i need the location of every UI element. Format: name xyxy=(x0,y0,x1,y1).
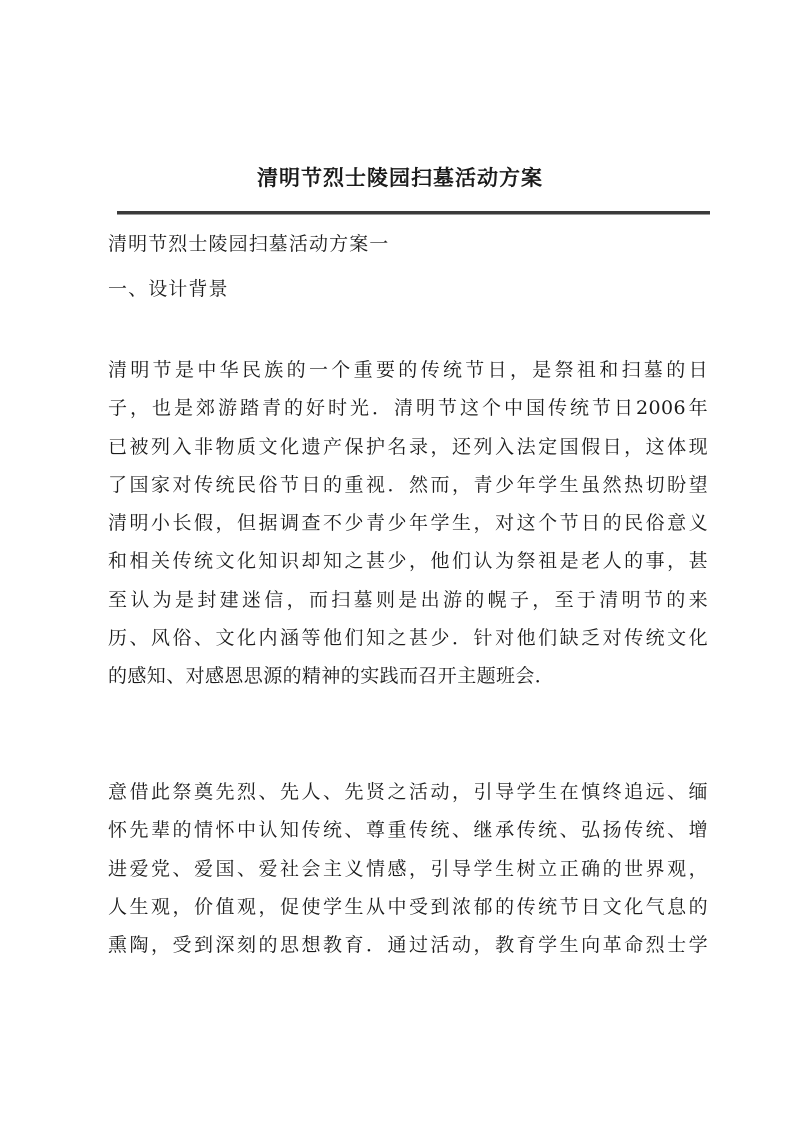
paragraph-line: 人生观，价值观，促使学生从中受到浓郁的传统节日文化气息的 xyxy=(108,895,708,918)
paragraph-line: 至认为是封建迷信，而扫墓则是出游的幌子，至于清明节的来 xyxy=(108,588,708,611)
document-heading: 清明节烈士陵园扫墓活动方案一 xyxy=(108,233,390,255)
paragraph-line: 清明节是中华民族的一个重要的传统节日，是祭祖和扫墓的日 xyxy=(108,359,708,381)
paragraph-line: 熏陶，受到深刻的思想教育．通过活动，教育学生向革命烈士学 xyxy=(108,934,708,957)
paragraph-line: 怀先辈的情怀中认知传统、尊重传统、继承传统、弘扬传统、增 xyxy=(108,819,708,842)
page-title: 清明节烈士陵园扫墓活动方案 xyxy=(257,165,543,190)
paragraph-line: 了国家对传统民俗节日的重视．然而，青少年学生虽然热切盼望 xyxy=(108,473,708,496)
paragraph-line: 清明小长假，但据调查不少青少年学生，对这个节日的民俗意义 xyxy=(108,512,708,535)
paragraph-line: 进爱党、爱国、爱社会主义情感，引导学生树立正确的世界观， xyxy=(108,857,708,880)
paragraph-line: 的感知、对感恩思源的精神的实践而召开主题班会． xyxy=(108,665,555,688)
section-heading: 一、设计背景 xyxy=(108,278,229,300)
paragraph-1 xyxy=(108,351,708,696)
paragraph-line: 已被列入非物质文化遗产保护名录，还列入法定国假日，这体现 xyxy=(108,435,708,458)
paragraph-line: 历、风俗、文化内涵等他们知之甚少．针对他们缺乏对传统文化 xyxy=(108,627,708,650)
title-divider xyxy=(117,211,710,215)
paragraph-line: 意借此祭奠先烈、先人、先贤之活动，引导学生在慎终追远、缅 xyxy=(108,781,708,803)
paragraph-2 xyxy=(108,773,708,964)
paragraph-line: 子，也是郊游踏青的好时光．清明节这个中国传统节日2006年 xyxy=(108,397,708,420)
paragraph-line: 和相关传统文化知识却知之甚少，他们认为祭祖是老人的事，甚 xyxy=(108,550,708,573)
